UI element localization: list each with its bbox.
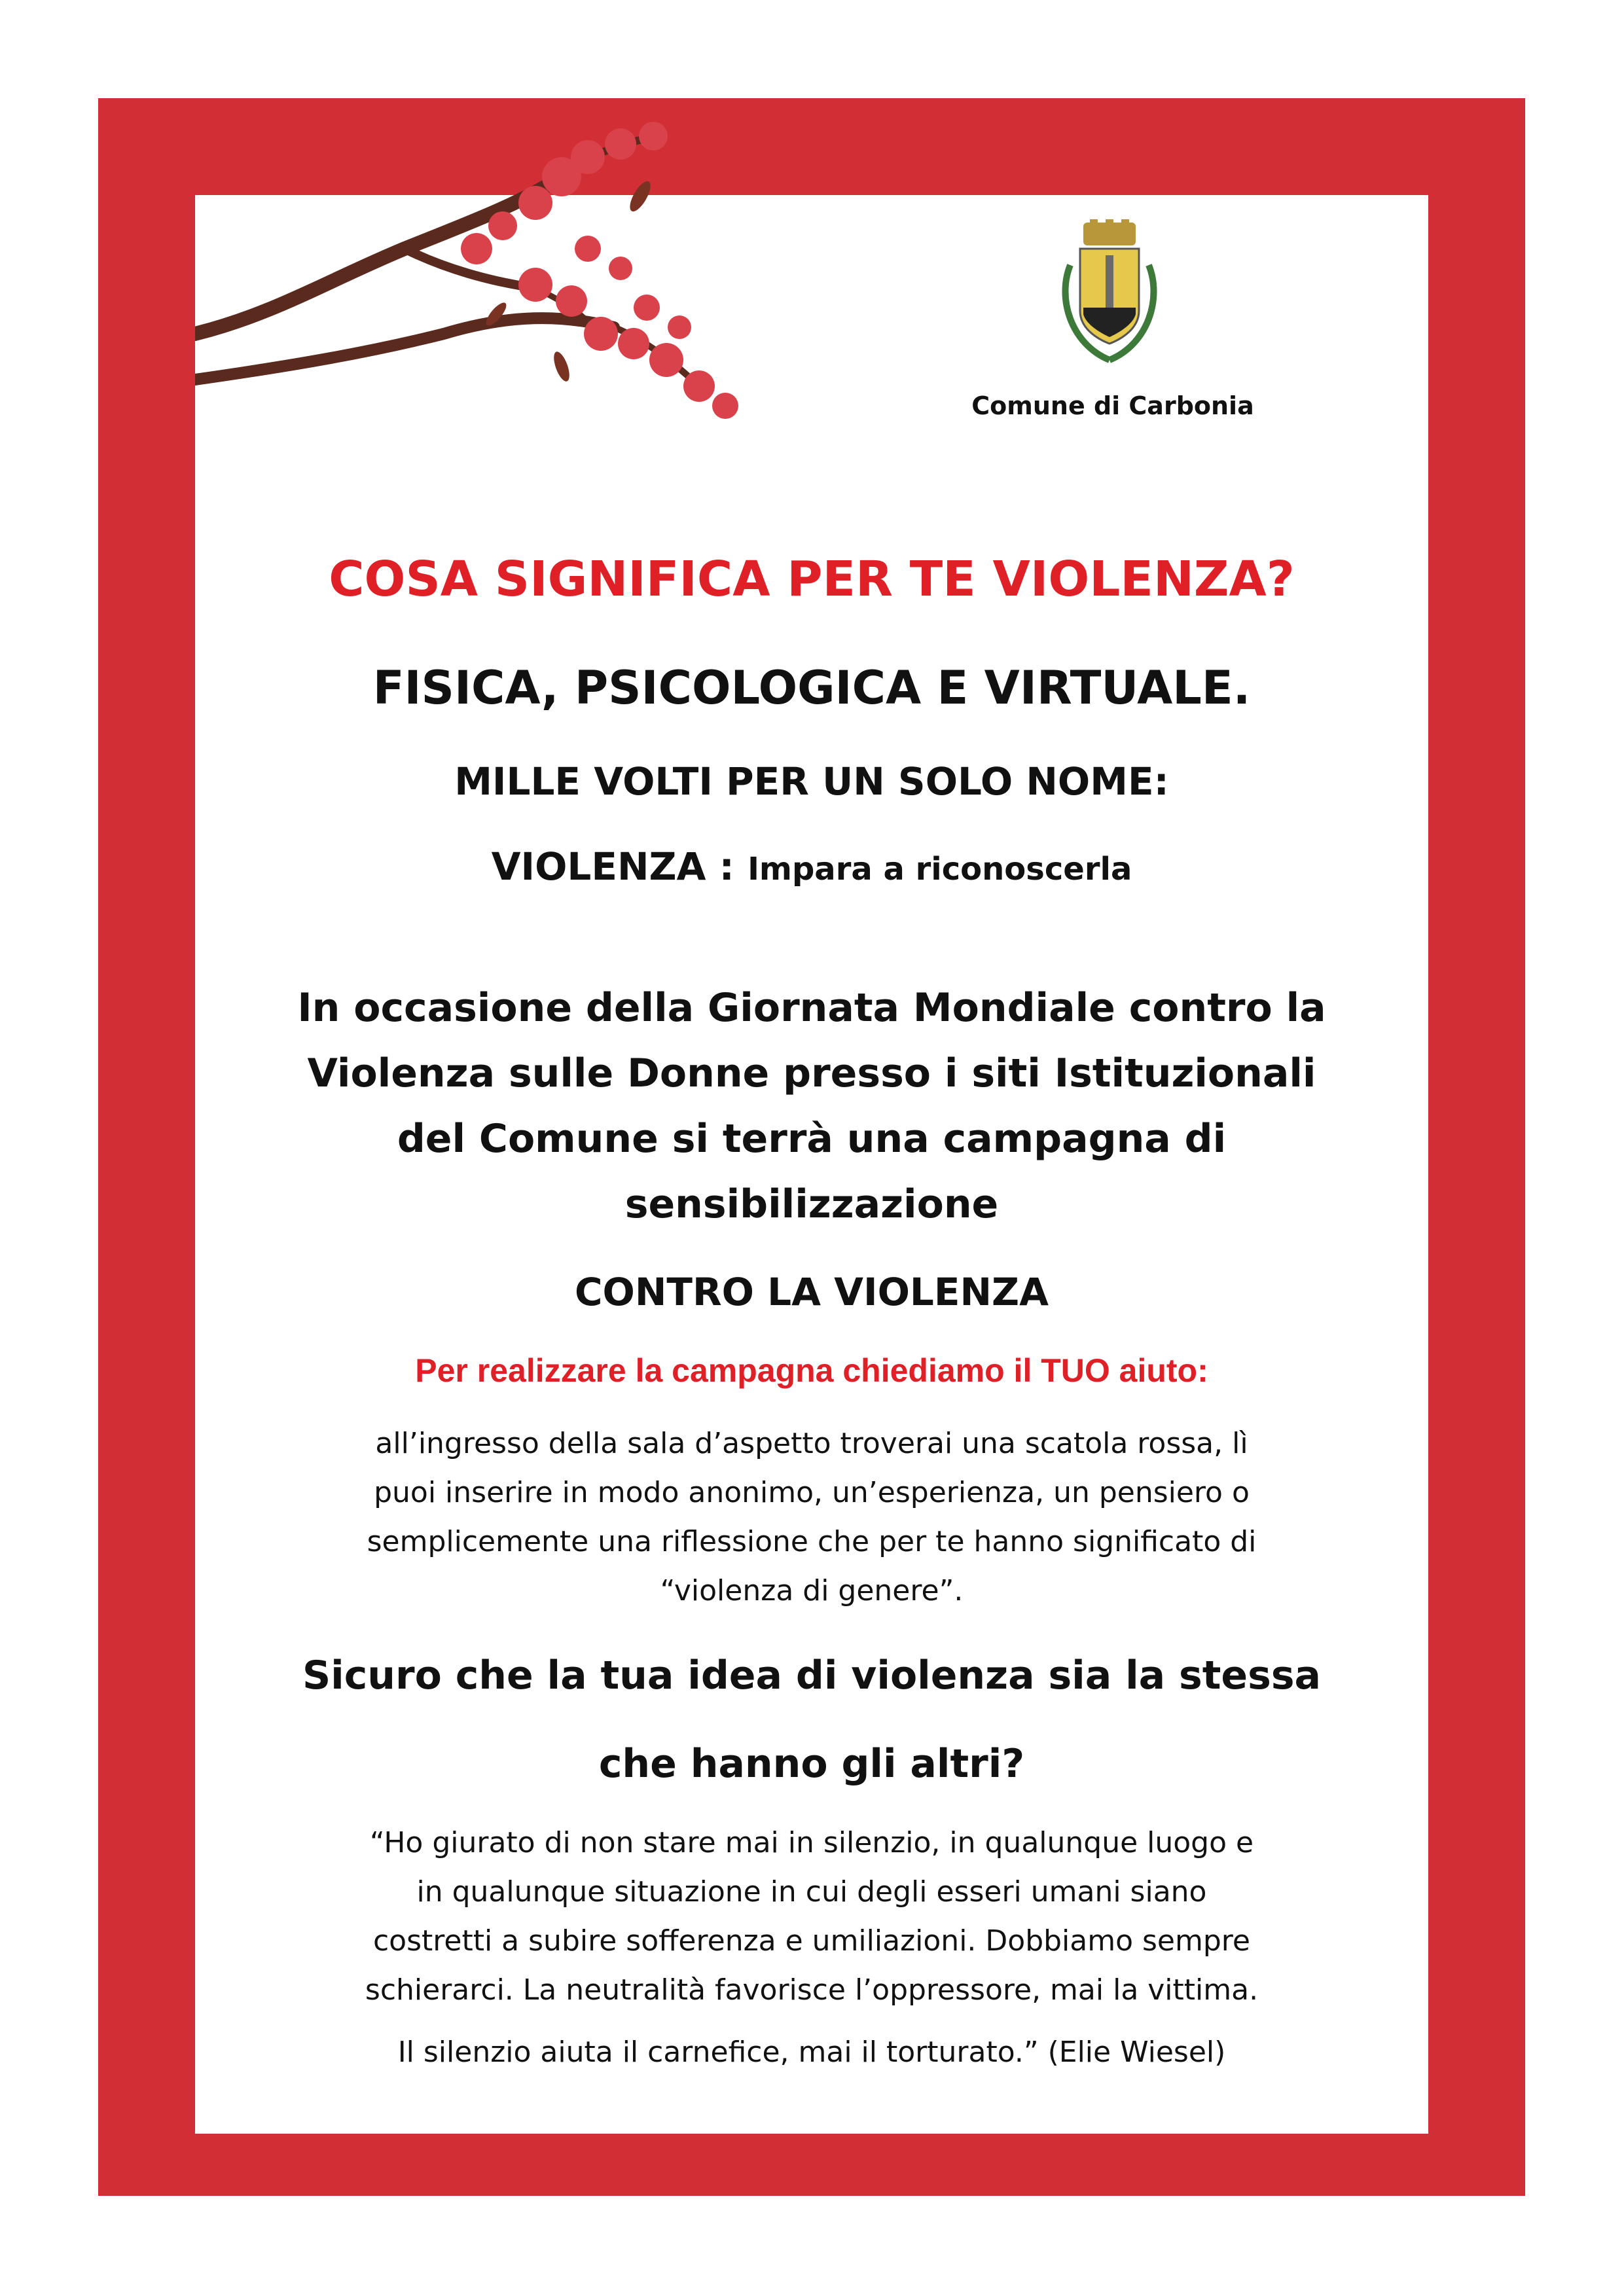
occasion-line: del Comune si terrà una campagna di xyxy=(397,1116,1227,1162)
organization-name: Comune di Carbonia xyxy=(971,391,1254,420)
mille-volti-line: MILLE VOLTI PER UN SOLO NOME: xyxy=(454,759,1169,804)
question-line: Sicuro che la tua idea di violenza sia la stessa xyxy=(302,1653,1322,1698)
poster-title: COSA SIGNIFICA PER TE VIOLENZA? xyxy=(329,551,1295,607)
contro-heading: CONTRO LA VIOLENZA xyxy=(574,1270,1049,1314)
blossom-branch-icon xyxy=(195,118,758,445)
quote-line: “Ho giurato di non stare mai in silenzio, in qualunque luogo e xyxy=(369,1826,1254,1859)
occasion-line: In occasione della Giornata Mondiale contro la xyxy=(297,985,1326,1031)
instruction-line: all’ingresso della sala d’aspetto troverai una scatola rossa, lì xyxy=(375,1427,1248,1460)
quote-line: costretti a subire sofferenza e umiliazioni. Dobbiamo sempre xyxy=(372,1924,1250,1958)
quote-line: in qualunque situazione in cui degli esseri umani siano xyxy=(416,1875,1207,1909)
question-line: che hanno gli altri? xyxy=(598,1741,1025,1787)
instruction-line: semplicemente una riflessione che per te hanno significato di xyxy=(367,1525,1257,1558)
quote-line: schierarci. La neutralità favorisce l’oppressore, mai la vittima. xyxy=(365,1973,1259,2007)
instruction-line: “violenza di genere”. xyxy=(660,1574,964,1607)
coat-of-arms-icon xyxy=(1057,219,1162,370)
instruction-line: puoi inserire in modo anonimo, un’esperienza, un pensiero o xyxy=(374,1476,1250,1509)
occasion-line: sensibilizzazione xyxy=(624,1181,999,1227)
help-request: Per realizzare la campagna chiediamo il TUO aiuto: xyxy=(415,1352,1208,1389)
poster-subtitle: FISICA, PSICOLOGICA E VIRTUALE. xyxy=(372,661,1251,715)
violenza-tagline: Impara a riconoscerla xyxy=(748,851,1132,888)
quote-line: Il silenzio aiuta il carnefice, mai il torturato.” (Elie Wiesel) xyxy=(397,2036,1226,2069)
violenza-label: VIOLENZA : xyxy=(491,844,734,889)
violenza-line xyxy=(275,844,1348,889)
occasion-line: Violenza sulle Donne presso i siti Istituzionali xyxy=(307,1050,1316,1096)
